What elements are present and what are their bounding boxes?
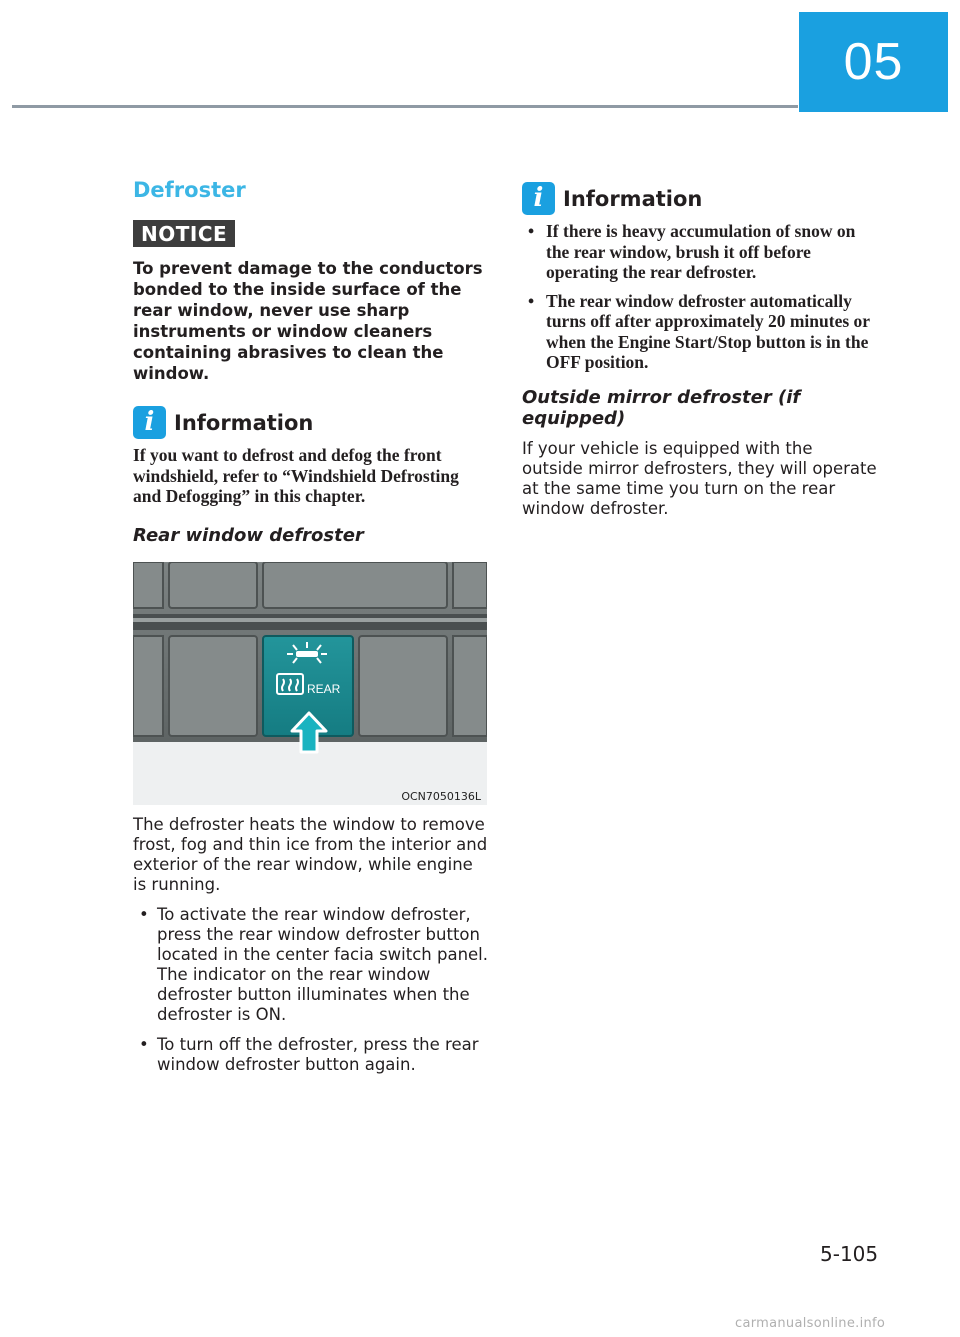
- page-number: 5-105: [820, 1242, 879, 1266]
- notice-text: To prevent damage to the conductors bonded to the inside surface of the rear window, never use sharp instruments or window cleaners containing abrasives to clean the window.: [133, 259, 483, 383]
- rear-defroster-bullets: [133, 905, 489, 1075]
- bullet-text: To activate the rear window defroster, press the rear window defroster button located in the center facia switch panel. The indicator on the rear window defroster button illuminates when the defroster is ON.: [157, 904, 489, 1024]
- header-rule: [12, 105, 798, 108]
- info-icon: i: [522, 182, 555, 215]
- figure-code: OCN7050136L: [401, 789, 481, 803]
- bullet-text: If there is heavy accumulation of snow on the rear window, brush it off before operating the rear defroster.: [546, 221, 856, 282]
- mirror-defroster-text: If your vehicle is equipped with the outside mirror defrosters, they will operate at the same time you turn on the rear window defroster.: [522, 438, 877, 518]
- info-title: Information: [563, 186, 703, 211]
- section-title: Defroster: [133, 178, 246, 202]
- button-label-rear: REAR: [307, 681, 341, 696]
- chapter-tab: 05: [799, 12, 948, 112]
- list-item: • To activate the rear window defroster, press the rear window defroster button located in the center facia switch panel. The indicator on the rear window defroster button illuminates when the defroster is ON.: [139, 904, 489, 1024]
- list-item: • If there is heavy accumulation of snow on the rear window, brush it off before operating the rear defroster.: [528, 221, 856, 282]
- rear-window-heading: Rear window defroster: [133, 524, 364, 546]
- info-text: If you want to defrost and defog the front windshield, refer to “Windshield Defrosting and Defogging” in this chapter.: [133, 445, 459, 506]
- list-item: • To turn off the defroster, press the rear window defroster button again.: [139, 1034, 479, 1074]
- info-header: [133, 406, 489, 439]
- notice-badge: NOTICE: [133, 220, 235, 247]
- info-title: Information: [174, 410, 314, 435]
- bullet-text: The rear window defroster automatically turns off after approximately 20 minutes or when the Engine Start/Stop button is in the OFF position.: [546, 290, 870, 372]
- info-header-right: [522, 182, 878, 215]
- bullet-text: To turn off the defroster, press the rear window defroster button again.: [157, 1034, 479, 1074]
- watermark: carmanualsonline.info: [735, 1316, 886, 1331]
- info-bullets: [522, 221, 878, 373]
- info-icon: i: [133, 406, 166, 439]
- right-column: [522, 182, 878, 529]
- list-item: • The rear window defroster automatically turns off after approximately 20 minutes or when the Engine Start/Stop button is in the OFF position.: [528, 290, 870, 372]
- left-column: [133, 178, 489, 1085]
- defroster-description: The defroster heats the window to remove frost, fog and thin ice from the interior and exterior of the rear window, while engine is running.: [133, 814, 488, 894]
- switch-panel-illustration: [133, 562, 487, 805]
- mirror-defroster-heading: Outside mirror defroster (if equipped): [522, 386, 801, 429]
- defroster-button-photo: [133, 562, 487, 805]
